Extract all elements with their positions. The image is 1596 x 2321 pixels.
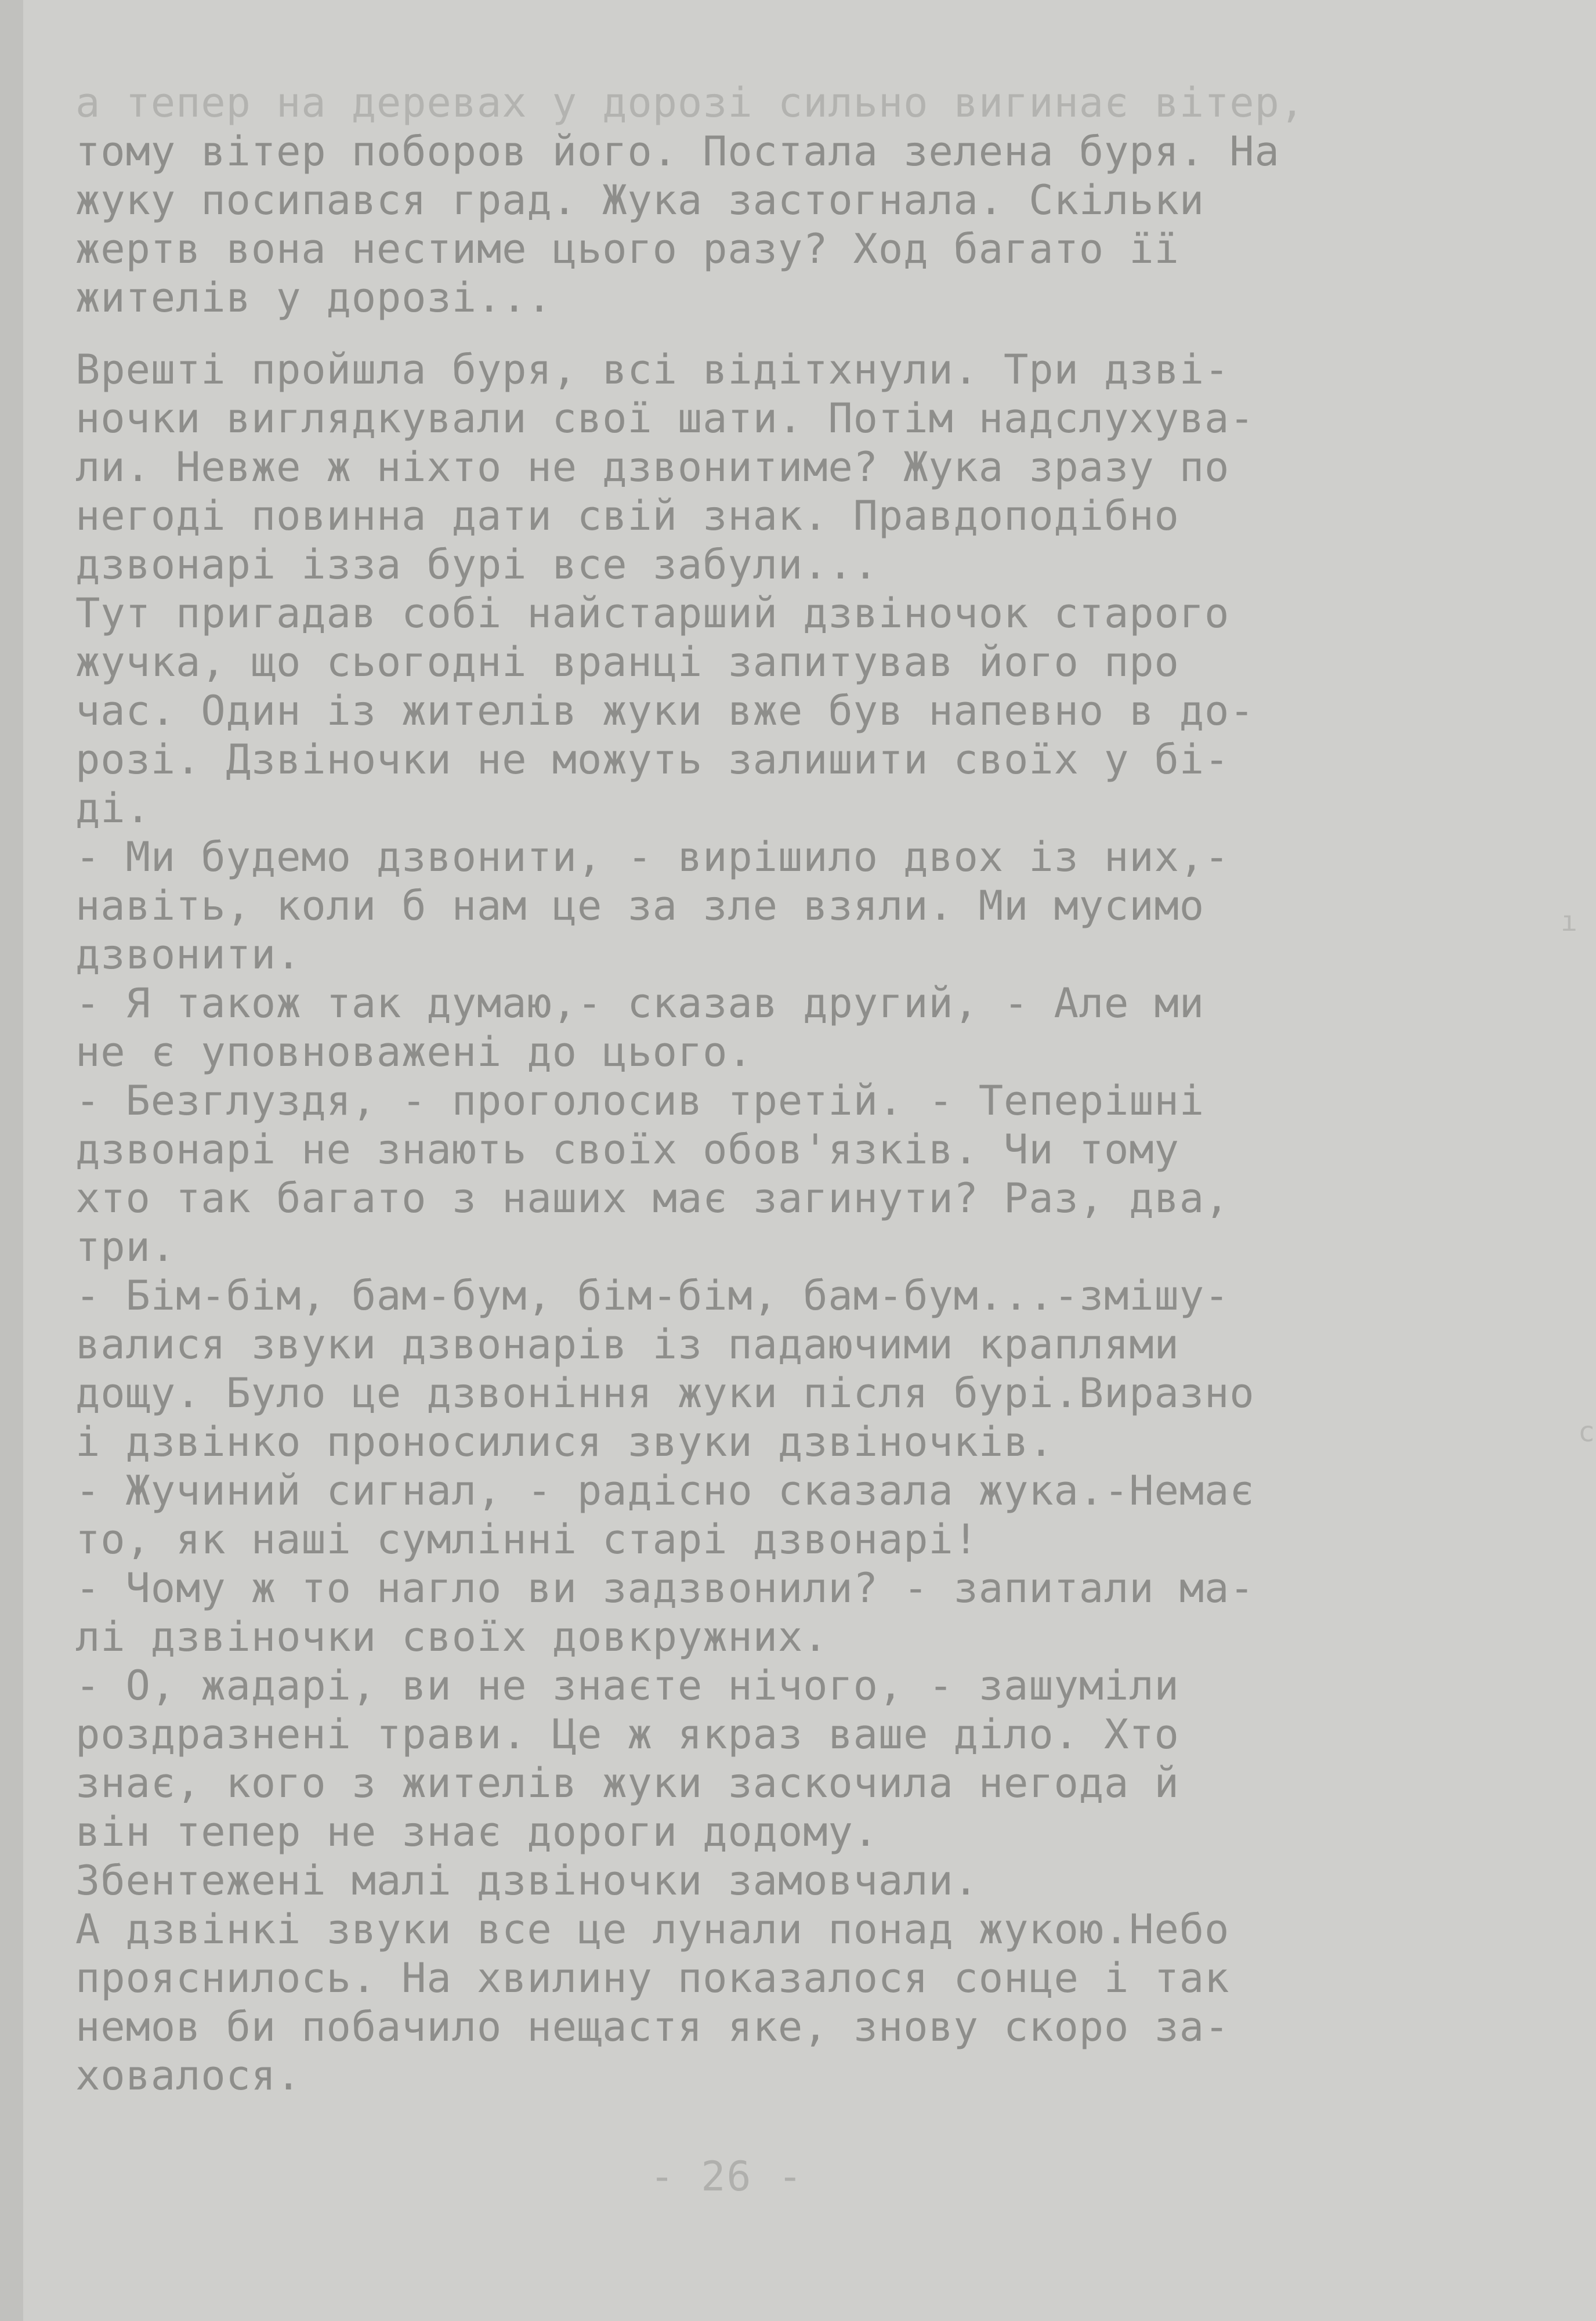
- text-line: і дзвінко проносилися звуки дзвіночків.: [75, 1418, 1054, 1466]
- text-line: - Я також так думаю,- сказав другий, - Але ми: [75, 979, 1205, 1027]
- text-line: роздразнені трави. Це ж якраз ваше діло. Хто: [75, 1711, 1179, 1758]
- text-line: навіть, коли б нам це за зле взяли. Ми мусимо: [75, 882, 1205, 930]
- text-line: а тепер на деревах у дорозі сильно вигинає вітер,: [75, 79, 1305, 126]
- text-line: не є уповноважені до цього.: [75, 1028, 753, 1076]
- text-line: він тепер не знає дороги додому.: [75, 1808, 878, 1856]
- text-line: розі. Дзвіночки не можуть залишити своїх у бі-: [75, 736, 1230, 783]
- text-line: жуку посипався град. Жука застогнала. Скільки: [75, 176, 1205, 224]
- page-number: - 26 -: [650, 2153, 804, 2200]
- text-line: - Чому ж то нагло ви задзвонили? - запитали ма-: [75, 1564, 1255, 1612]
- text-line: - Жучиний сигнал, - радісно сказала жука.-Немає: [75, 1467, 1255, 1514]
- paragraph-2: [75, 345, 1427, 2100]
- text-line: Врешті пройшла буря, всі відітхнули. Три дзві-: [75, 346, 1230, 393]
- text-line: хто так багато з наших має загинути? Раз, два,: [75, 1174, 1230, 1222]
- text-line: то, як наші сумлінні старі дзвонарі!: [75, 1516, 979, 1563]
- text-line: дзвонарі ізза бурі все забули...: [75, 541, 878, 588]
- text-line: жителів у дорозі...: [75, 274, 552, 321]
- text-line: час. Один із жителів жуки вже був напевно в до-: [75, 687, 1255, 735]
- text-line: - Ми будемо дзвонити, - вирішило двох із них,-: [75, 833, 1230, 881]
- text-line: А дзвінкі звуки все це лунали понад жукою.Небо: [75, 1906, 1230, 1953]
- text-line: дощу. Було це дзвоніння жуки після бурі.Виразно: [75, 1369, 1255, 1417]
- paragraph-gap: [75, 322, 1427, 345]
- text-line: - О, жадарі, ви не знаєте нічого, - зашуміли: [75, 1662, 1179, 1709]
- text-line: лі дзвіночки своїх довкружних.: [75, 1613, 828, 1661]
- text-line: - Безглуздя, - проголосив третій. - Теперішні: [75, 1077, 1205, 1125]
- text-line: дзвонарі не знають своїх обов'язків. Чи тому: [75, 1126, 1179, 1173]
- text-line: негоді повинна дати свій знак. Правдоподібно: [75, 492, 1179, 540]
- text-line: три.: [75, 1223, 176, 1271]
- text-line: ночки виглядкували свої шати. Потім надслухува-: [75, 395, 1255, 442]
- text-line: Тут пригадав собі найстарший дзвіночок старого: [75, 590, 1230, 637]
- text-line: жучка, що сьогодні вранці запитував його про: [75, 638, 1179, 686]
- text-line: Збентежені малі дзвіночки замовчали.: [75, 1857, 979, 1904]
- text-line: валися звуки дзвонарів із падаючими краплями: [75, 1321, 1179, 1368]
- margin-mark: c: [1578, 1416, 1595, 1448]
- text-line: - Бім-бім, бам-бум, бім-бім, бам-бум...-змішу-: [75, 1272, 1230, 1319]
- text-line: дзвонити.: [75, 931, 302, 978]
- text-line: ли. Невже ж ніхто не дзвонитиме? Жука зразу по: [75, 443, 1230, 491]
- text-line: жертв вона нестиме цього разу? Ход багато її: [75, 225, 1179, 273]
- text-line: немов би побачило нещастя яке, знову скоро за-: [75, 2003, 1230, 2051]
- text-line: ді.: [75, 784, 151, 832]
- paragraph-1: [75, 78, 1427, 322]
- margin-mark: ı: [1561, 905, 1577, 938]
- text-line: ховалося.: [75, 2052, 302, 2099]
- typewritten-text: [75, 78, 1427, 2100]
- text-line: прояснилось. На хвилину показалося сонце і так: [75, 1954, 1230, 2002]
- text-line: знає, кого з жителів жуки заскочила негода й: [75, 1759, 1179, 1807]
- text-line: тому вітер поборов його. Постала зелена буря. На: [75, 128, 1280, 175]
